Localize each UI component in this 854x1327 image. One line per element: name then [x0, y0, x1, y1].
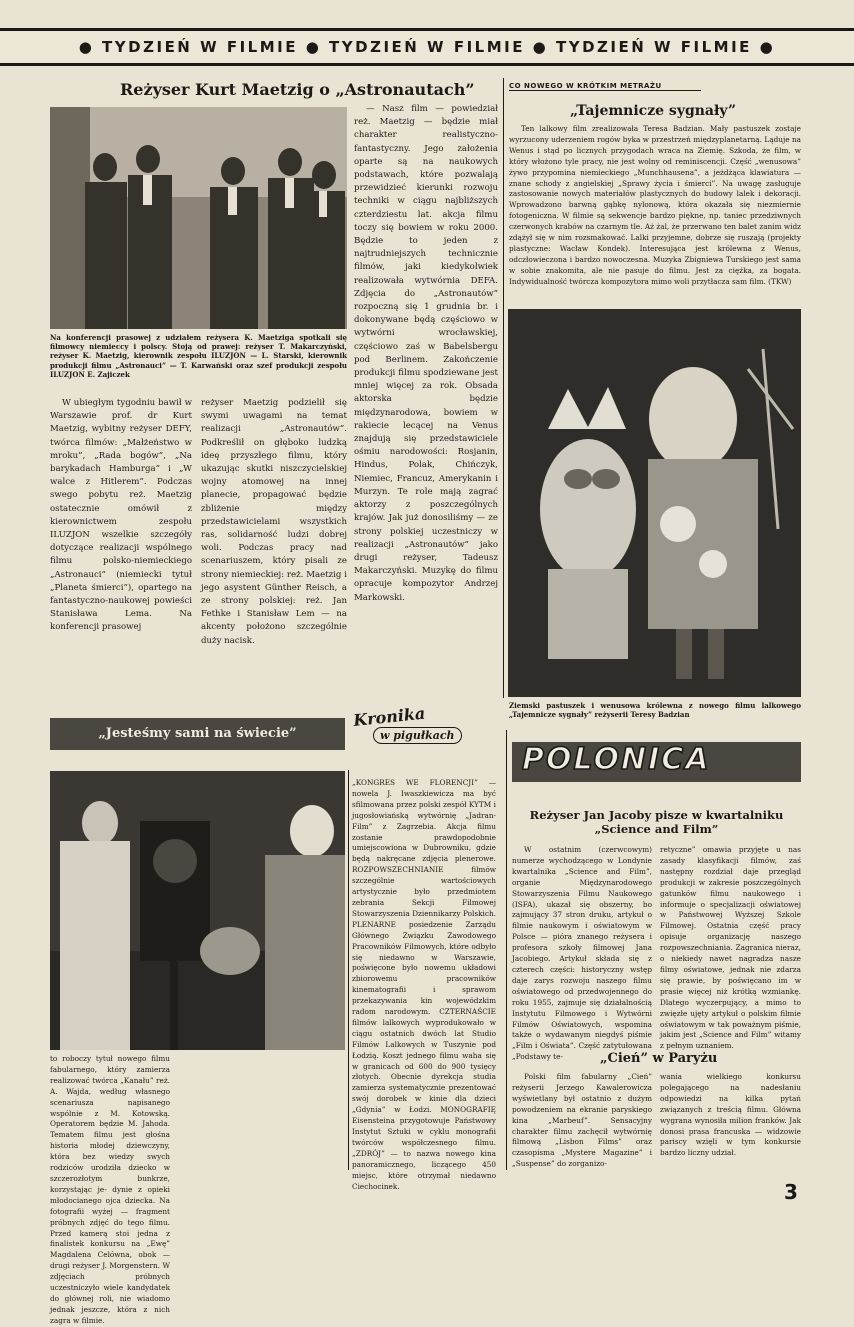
press-conference-photo — [50, 107, 347, 329]
column-rule — [503, 78, 504, 698]
kicker-short-films: CO NOWEGO W KRÓTKIM METRAŻU — [509, 82, 701, 91]
column-rule — [506, 730, 507, 1170]
polonica-column: retyczne” omawia przyjęte u nas zasady klasyfikacji filmów, zaś następny rozdział daje przegląd produkcji w zakresie poszczególnych gatunków filmu naukowego i informuje o specjalizacji oświatowej w Państwowej Wyższej Szkole Filmowej. Ostatnia część pracy opisuje organizację naszego rozpowszechniania. Zagranica nieraz, o niekiedy nawet nagradza nasze filmy oświatowe, jednak nie zdarza się prawie, by poświęcano im w prasie więcej niż krótką wzmiankę. Dlatego wyczerpujący, a mimo to zwięzłe ujęty artykuł o polskim filmie oświatowym w tak poważnym piśmie, jakim jest „Science and Film” witamy z pełnym uznaniem. — [660, 845, 801, 1051]
article-column: wania wielkiego konkursu polegającego na nadesłaniu odpowiedzi na kilka pytań związanych z treścią filmu. Główna wygrana wynosiła milion franków. Jak donosi prasa francuska — widzowie pariscy wzięli w tym konkursie bardzo liczny udział. — [660, 1072, 801, 1158]
page-number: 3 — [784, 1180, 798, 1204]
kronika-body: „KONGRES WE FLORENCJI” — nowela J. Iwaszkiewicza ma być sfilmowana przez polski zespół KYTM i jugosłowiańską wytwórnię „Jadran-Film” z Zagrzebia. Akcja filmu zostanie prawdopodobnie umiejscowiona w Dubrowniku, gdzie będą nakręcane zdjęcia plenerowe. ROZPOWSZECHNIANIE filmów szczególnie wartościowych artystycznie było przedmiotem zebrania Sekcji Filmowej Stowarzyszenia Dziennikarzy Polskich. PLENARNE posiedzenie Zarządu Głównego Związku Zawodowego Pracowników Filmowych, które odbyło się niedawno w Warszawie, poświęcone było nowemu układowi zbiorowemu pracowników kinematografii i sprawom przekazywania kin wojewódzkim radom narodowym. CZTERNAŚCIE filmów lalkowych wyprodukowało w ciągu ostatnich dwóch lat Studio Filmów Lalkowych w Tuszynie pod Łodzią. Koszt jednego filmu waha się w granicach od 600 do 900 tysięcy złotych. Obecnie dyrekcja studia zamierza systematycznie prezentować swój dorobek w kinie dla dzieci „Gdynia” w Łodzi. MONOGRAFIĘ Eisensteina przygotowuje Państwowy Instytut Sztuki w cyklu monografii twórców współczesnego filmu. „ZDRÓJ” — to nazwa nowego kina panoramicznego, liczącego 450 miejsc, które otrzymał niedawno Ciechocinek. — [352, 778, 496, 1191]
polonica-logo: POLONICA — [522, 742, 711, 777]
puppet-film-still — [508, 309, 801, 697]
kronika-logo: Kronika w pigułkach — [353, 704, 488, 764]
article-headline-shadow: „Cień” w Paryżu — [600, 1051, 718, 1066]
article-body-signals: Ten lalkowy film zrealizowała Teresa Badzian. Mały pastuszek zostaje wyrzucony uderzeniem rogów byka w przestrzeń międzyplanetarną. Ląduje na Wenus i stąd po licznych przygodach wraca na Ziemię. Szkoda, że film, w który włożono tyle pracy, nie jest wolny od reminiscencji. Część „wenusowa” żywo przypomina niemieckiego „Munchhausena”, a jeżdżąca klawiatura — znane schody z angielskiej „Sprawy życia i śmierci”. Na uwagę zasługuje zastosowanie nowych materiałów plastycznych do budowy lalek i dekoracji. Wprowadzono barwną gąbkę nylonową, która okazała się niezmiernie fotogeniczna. W filmie są sekwencje bardzo piękne, np. taniec przedziwnych czerwonych krabów na czarnym tle. Aż żal, że przerwano ten balet zanim widz zdążył się w nim rozsmakować. Lalki przyjemne, dobrze się ruszają (projekty plastyczne: Wacław Kondek). Interesująca jest królewna z Wenus, odczłowieczona i bardzo nowoczesna. Muzyka Zbigniewa Turskiego jest sama w sobie znakomita, ale nie pasuje do filmu. Jest za ciężka, za bogata. Indywidualność twórcza kompozytora mimo woli przytłacza sam film. (TKW) — [509, 124, 801, 286]
article-headline-alone: „Jesteśmy sami na świecie” — [50, 718, 345, 750]
photo-caption-signals: Ziemski pastuszek i wenusowa królewna z nowego filmu lalkowego „Tajemnicze sygnały” reżyserii Teresy Badzian — [509, 701, 801, 720]
article-column: Polski film fabularny „Cień” reżyserii Jerzego Kawalerowicza wyświetlany był ostatnio z dużym powodzeniem na ekranie paryskiego kina „Marbeuf”. Sensacyjny charakter filmu zachęcił wytwórnię filmową „Lisbon Films” oraz czasopisma „Mystere Magazine” i „Suspense” do zorganizo- — [512, 1072, 652, 1169]
article-column: W ubiegłym tygodniu bawił w Warszawie prof. dr Kurt Maetzig, wybitny reżyser DEFY, twórca filmów: „Małżeństwo w mroku”, „Rada bogów”, „Na barykadach Hamburga” i „W walce z Hitlerem”. Podczas swego pobytu reż. Maetzig ostatecznie omówił z kierownictwem zespołu ILUZJON wszelkie szczegóły dotyczące realizacji wspólnego filmu polsko-niemieckiego „Astronauci” (niemiecki tytuł „Planeta śmierci”), opartego na fantastyczno-naukowej powieści Stanisława Lema. Na konferencji prasowej — [50, 398, 192, 633]
column-rule — [348, 770, 349, 1170]
article-body-alone-continued — [180, 1054, 345, 1172]
article-column: — Nasz film — powiedział reż. Maetzig — będzie miał charakter realistyczno-fantastyczny. Jego założenia oparte są na naukowych podstawach, które pozwalają przewidzieć kierunki rozwoju techniki w ciągu najbliższych czterdziestu lat. akcja filmu toczy się bowiem w roku 2000. Będzie to jeden z najtrudniejszych technicznie filmów, jaki kiedykolwiek realizowała wytwórnia DEFA. Zdjęcia do „Astronautów” rozpoczną się 1 grudnia br. i dokonywane będą częściowo w wytwórni wrocławskiej, częściowo zaś w Babelsbergu pod Berlinem. Zakończenie produkcji filmu spodziewane jest mniej więcej za rok. Obsada aktorska będzie międzynarodowa, bowiem w rakiecie lecącej na Venus znajdują się przedstawiciele ośmiu narodowości: Rosjanin, Hindus, Polak, Chińczyk, Niemiec, Francuz, Amerykanin i Murzyn. Te role mają zagrać aktorzy z poszczególnych krajów. Jak już donosiliśmy — ze strony polskiej uczestniczy w realizacji „Astronautów” jako drugi reżyser, Tadeusz Makarczyński. Muzykę do filmu opracuje kompozytor Andrzej Markowski. — [354, 104, 498, 603]
polonica-column: W ostatnim (czerwcowym) numerze wychodzącego w Londynie kwartalnika „Science and Film”, organie Międzynarodowego Stowarzyszenia Filmu Naukowego (ISFA), ukazał się obszerny, bo zajmujący 37 stron druku, artykuł o filmie naukowym i oświatowym w Polsce — pióra znanego reżysera i profesora szkoły filmowej Jana Jacobiego. Artykuł składa się z czterech części: historyczny wstęp daje zarys rozwoju naszego filmu oświatowego od przedwojennego do roku 1955, zajmuje się działalnością Instytutu Filmowego i Wytwórni Filmów Oświatowych, wspomina także o wydawanym niegdyś piśmie „Film i Oświata”. Część zatytułowana „Podstawy te- — [512, 845, 652, 1062]
article-headline-signals: „Tajemnicze sygnały” — [570, 103, 737, 119]
screen-test-photo — [50, 771, 345, 1050]
photo-caption-maetzig: Na konferencji prasowej z udziałem reżysera K. Maetziga spotkali się filmowcy niemieccy i polscy. Stoją od prawej: reżyser T. Makarczyński, reżyser K. Maetzig, kierownik zespołu ILUZJON — L. Starski, kierownik produkcji filmu „Astronauci” — T. Karwański oraz szef produkcji zespołu ILUZJON E. Zajiczek — [50, 333, 347, 379]
polonica-headline: Reżyser Jan Jacoby pisze w kwartalniku „Science and Film” — [529, 808, 784, 836]
article-column: reżyser Maetzig podzielił się swymi uwagami na temat realizacji „Astronautów”. Podkreślił on głęboko ludzką ideę przyszłego filmu, który ukazując skutki niszczycielskiej wojny atomowej na innej planecie, propagować będzie zbliżenie między przedstawicielami wszystkich ras, solidarność ludzi dobrej woli. Podczas pracy nad scenariuszem, który pisali ze strony niemieckiej: reż. Maetzig i jego asystent Günther Reisch, a ze strony polskiej: reż. Jan Fethke i Stanisław Lem — na akcenty położono szczególnie duży nacisk. — [201, 398, 347, 646]
section-banner: ● TYDZIEŃ W FILMIE ● TYDZIEŃ W FILMIE ● TYDZIEŃ W FILMIE ● — [0, 28, 854, 66]
article-body-alone: to roboczy tytuł nowego filmu fabularnego, który zamierza realizować twórca „Kanału” reż. A. Wajda, według własnego scenariusza napisanego wspólnie z M. Kotowską. Operatorem będzie M. Jahoda. Tematem filmu jest głośna historia młodej dziewczyny, która bez wiedzy swych rodziców urodziła dziecko w szczerozłotym bunkrze, korzystając je- dynie z opieki młodocianego ojca dziecka. Na fotografii wyżej — fragment próbnych zdjęć do tego filmu. Przed kamerą stoi jedna z finalistek konkursu na „Ewę” Magdalena Celówna, obok — drugi reżyser J. Morgenstern. W zdjęciach próbnych uczestniczyło wiele kandydatek do głównej roli, nie wiadomo jednak jeszcze, która z nich zagra w filmie. — [50, 1054, 170, 1325]
article-headline-maetzig: Reżyser Kurt Maetzig o „Astronautach” — [120, 80, 475, 99]
